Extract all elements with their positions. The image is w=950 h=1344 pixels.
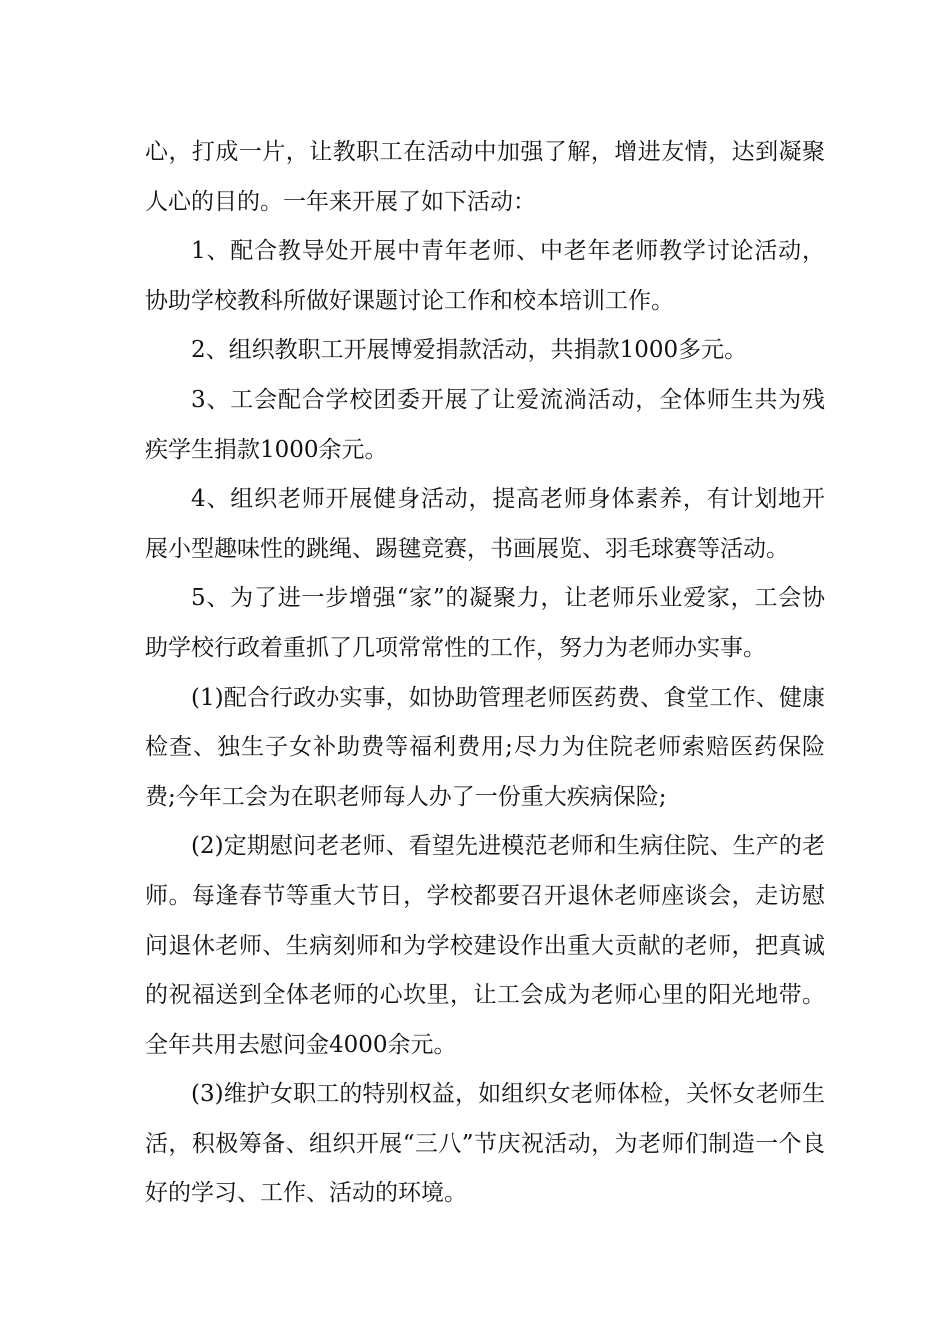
paragraph-item-1: 1、配合教导处开展中青年老师、中老年老师教学讨论活动，协助学校教科所做好课题讨论工作和校本培训工作。 xyxy=(145,238,825,314)
paragraph-item-5: 5、为了进一步增强“家”的凝聚力，让老师乐业爱家，工会协助学校行政着重抓了几项常常性的工作，努力为老师办实事。 xyxy=(145,585,825,661)
document-page xyxy=(145,128,825,1219)
paragraph-subitem-1: (1)配合行政办实事，如协助管理老师医药费、食堂工作、健康检查、独生子女补助费等福利费用;尽力为住院老师索赔医药保险费;今年工会为在职老师每人办了一份重大疾病保险; xyxy=(145,684,825,810)
paragraph-subitem-3: (3)维护女职工的特别权益，如组织女老师体检，关怀女老师生活，积极筹备、组织开展“三八”节庆祝活动，为老师们制造一个良好的学习、工作、活动的环境。 xyxy=(145,1081,825,1207)
paragraph-item-3: 3、工会配合学校团委开展了让爱流淌活动，全体师生共为残疾学生捐款1000余元。 xyxy=(145,386,825,463)
paragraph-subitem-2: (2)定期慰问老老师、看望先进模范老师和生病住院、生产的老师。每逢春节等重大节日，学校都要召开退休老师座谈会，走访慰问退休老师、生病刻师和为学校建设作出重大贡献的老师，把真诚的祝福送到全体老师的心坎里，让工会成为老师心里的阳光地带。全年共用去慰问金4000余元。 xyxy=(145,833,825,1058)
paragraph-intro-continuation: 心，打成一片，让教职工在活动中加强了解，增进友情，达到凝聚人心的目的。一年来开展了如下活动： xyxy=(145,139,825,215)
paragraph-item-4: 4、组织老师开展健身活动，提高老师身体素养，有计划地开展小型趣味性的跳绳、踢毽竞赛，书画展览、羽毛球赛等活动。 xyxy=(145,486,825,562)
paragraph-item-2: 2、组织教职工开展博爱捐款活动，共捐款1000多元。 xyxy=(191,337,748,364)
